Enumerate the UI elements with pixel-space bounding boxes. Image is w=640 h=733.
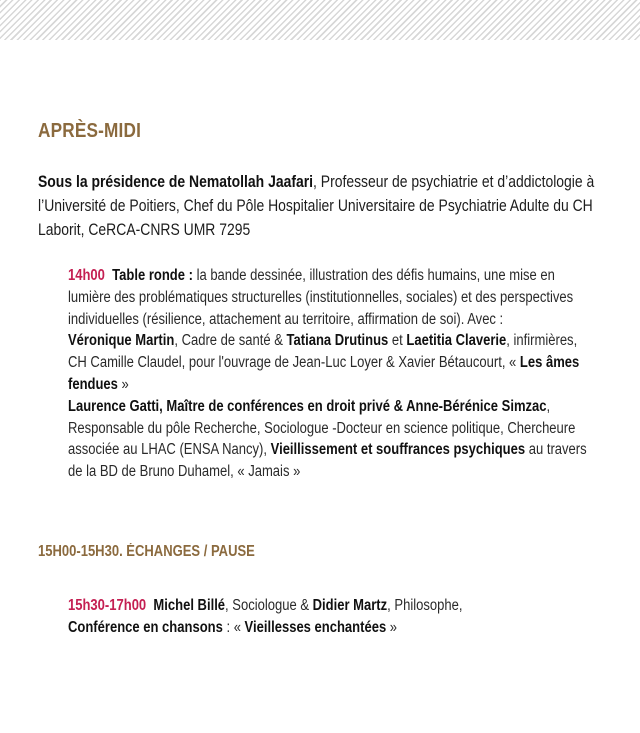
- quote-close: »: [386, 619, 398, 636]
- speaker-role: , Philosophe,: [387, 597, 463, 614]
- quote-open: : «: [222, 619, 245, 636]
- talk-topic: Vieillissement et souffrances psychiques: [270, 441, 526, 459]
- speaker-name: Laetitia Claverie: [406, 332, 507, 350]
- session-conference: [68, 595, 588, 639]
- chair-description: , Professeur de psychiatrie et d’addictologie à l’Université de Poitiers, Chef du Pôle Hospitalier Universitaire de Psychiatrie Adulte du CH Laborit, CeRCA-CNRS UMR 7295: [38, 172, 595, 239]
- book-title: Les âmes fendues: [68, 354, 580, 393]
- chair-name: Sous la présidence de Nematollah Jaafari: [38, 172, 314, 191]
- speaker-name: Michel Billé: [153, 597, 226, 614]
- speaker-role: , Sociologue &: [225, 597, 313, 614]
- session-time: 15h30-17h00: [68, 597, 147, 614]
- session-title: Table ronde :: [112, 267, 193, 284]
- hatched-header-band: [0, 0, 640, 40]
- quote-close: »: [117, 375, 129, 393]
- speaker-name: Tatiana Drutinus: [286, 332, 389, 350]
- section-title: APRÈS-MIDI: [38, 120, 142, 142]
- speaker-role: , infirmières, CH Camille Claudel, pour l'ouvrage de Jean-Luc Loyer & Xavier Bétaucourt, «: [68, 332, 578, 372]
- speaker-name: Véronique Martin: [68, 332, 175, 350]
- speaker-name: Laurence Gatti, Maître de conférences en droit privé & Anne-Bérénice Simzac: [68, 397, 547, 415]
- speaker-role: , Cadre de santé &: [174, 332, 287, 350]
- intro-paragraph: [38, 170, 598, 242]
- session-time: 14h00: [68, 267, 105, 284]
- conference-title: Vieillesses enchantées: [244, 619, 387, 636]
- session-description: la bande dessinée, illustration des défis humains, une mise en lumière des problématiques structurelles (institutionnelles, sociales) et des perspectives individuelles (résilience, attachement au territoire, affirmation de soi). Avec :: [68, 267, 574, 328]
- conference-label: Conférence en chansons: [68, 619, 223, 636]
- connector-text: et: [388, 332, 407, 350]
- pause-heading: 15H00-15H30. ÉCHANGES / PAUSE: [38, 543, 255, 560]
- speaker-role: , Responsable du pôle Recherche, Sociologue -Docteur en science politique, Chercheure associée au LHAC (ENSA Nancy),: [68, 397, 576, 459]
- session-roundtable: [68, 265, 588, 483]
- talk-source: au travers de la BD de Bruno Duhamel, « Jamais »: [68, 441, 587, 481]
- speaker-name: Didier Martz: [312, 597, 388, 614]
